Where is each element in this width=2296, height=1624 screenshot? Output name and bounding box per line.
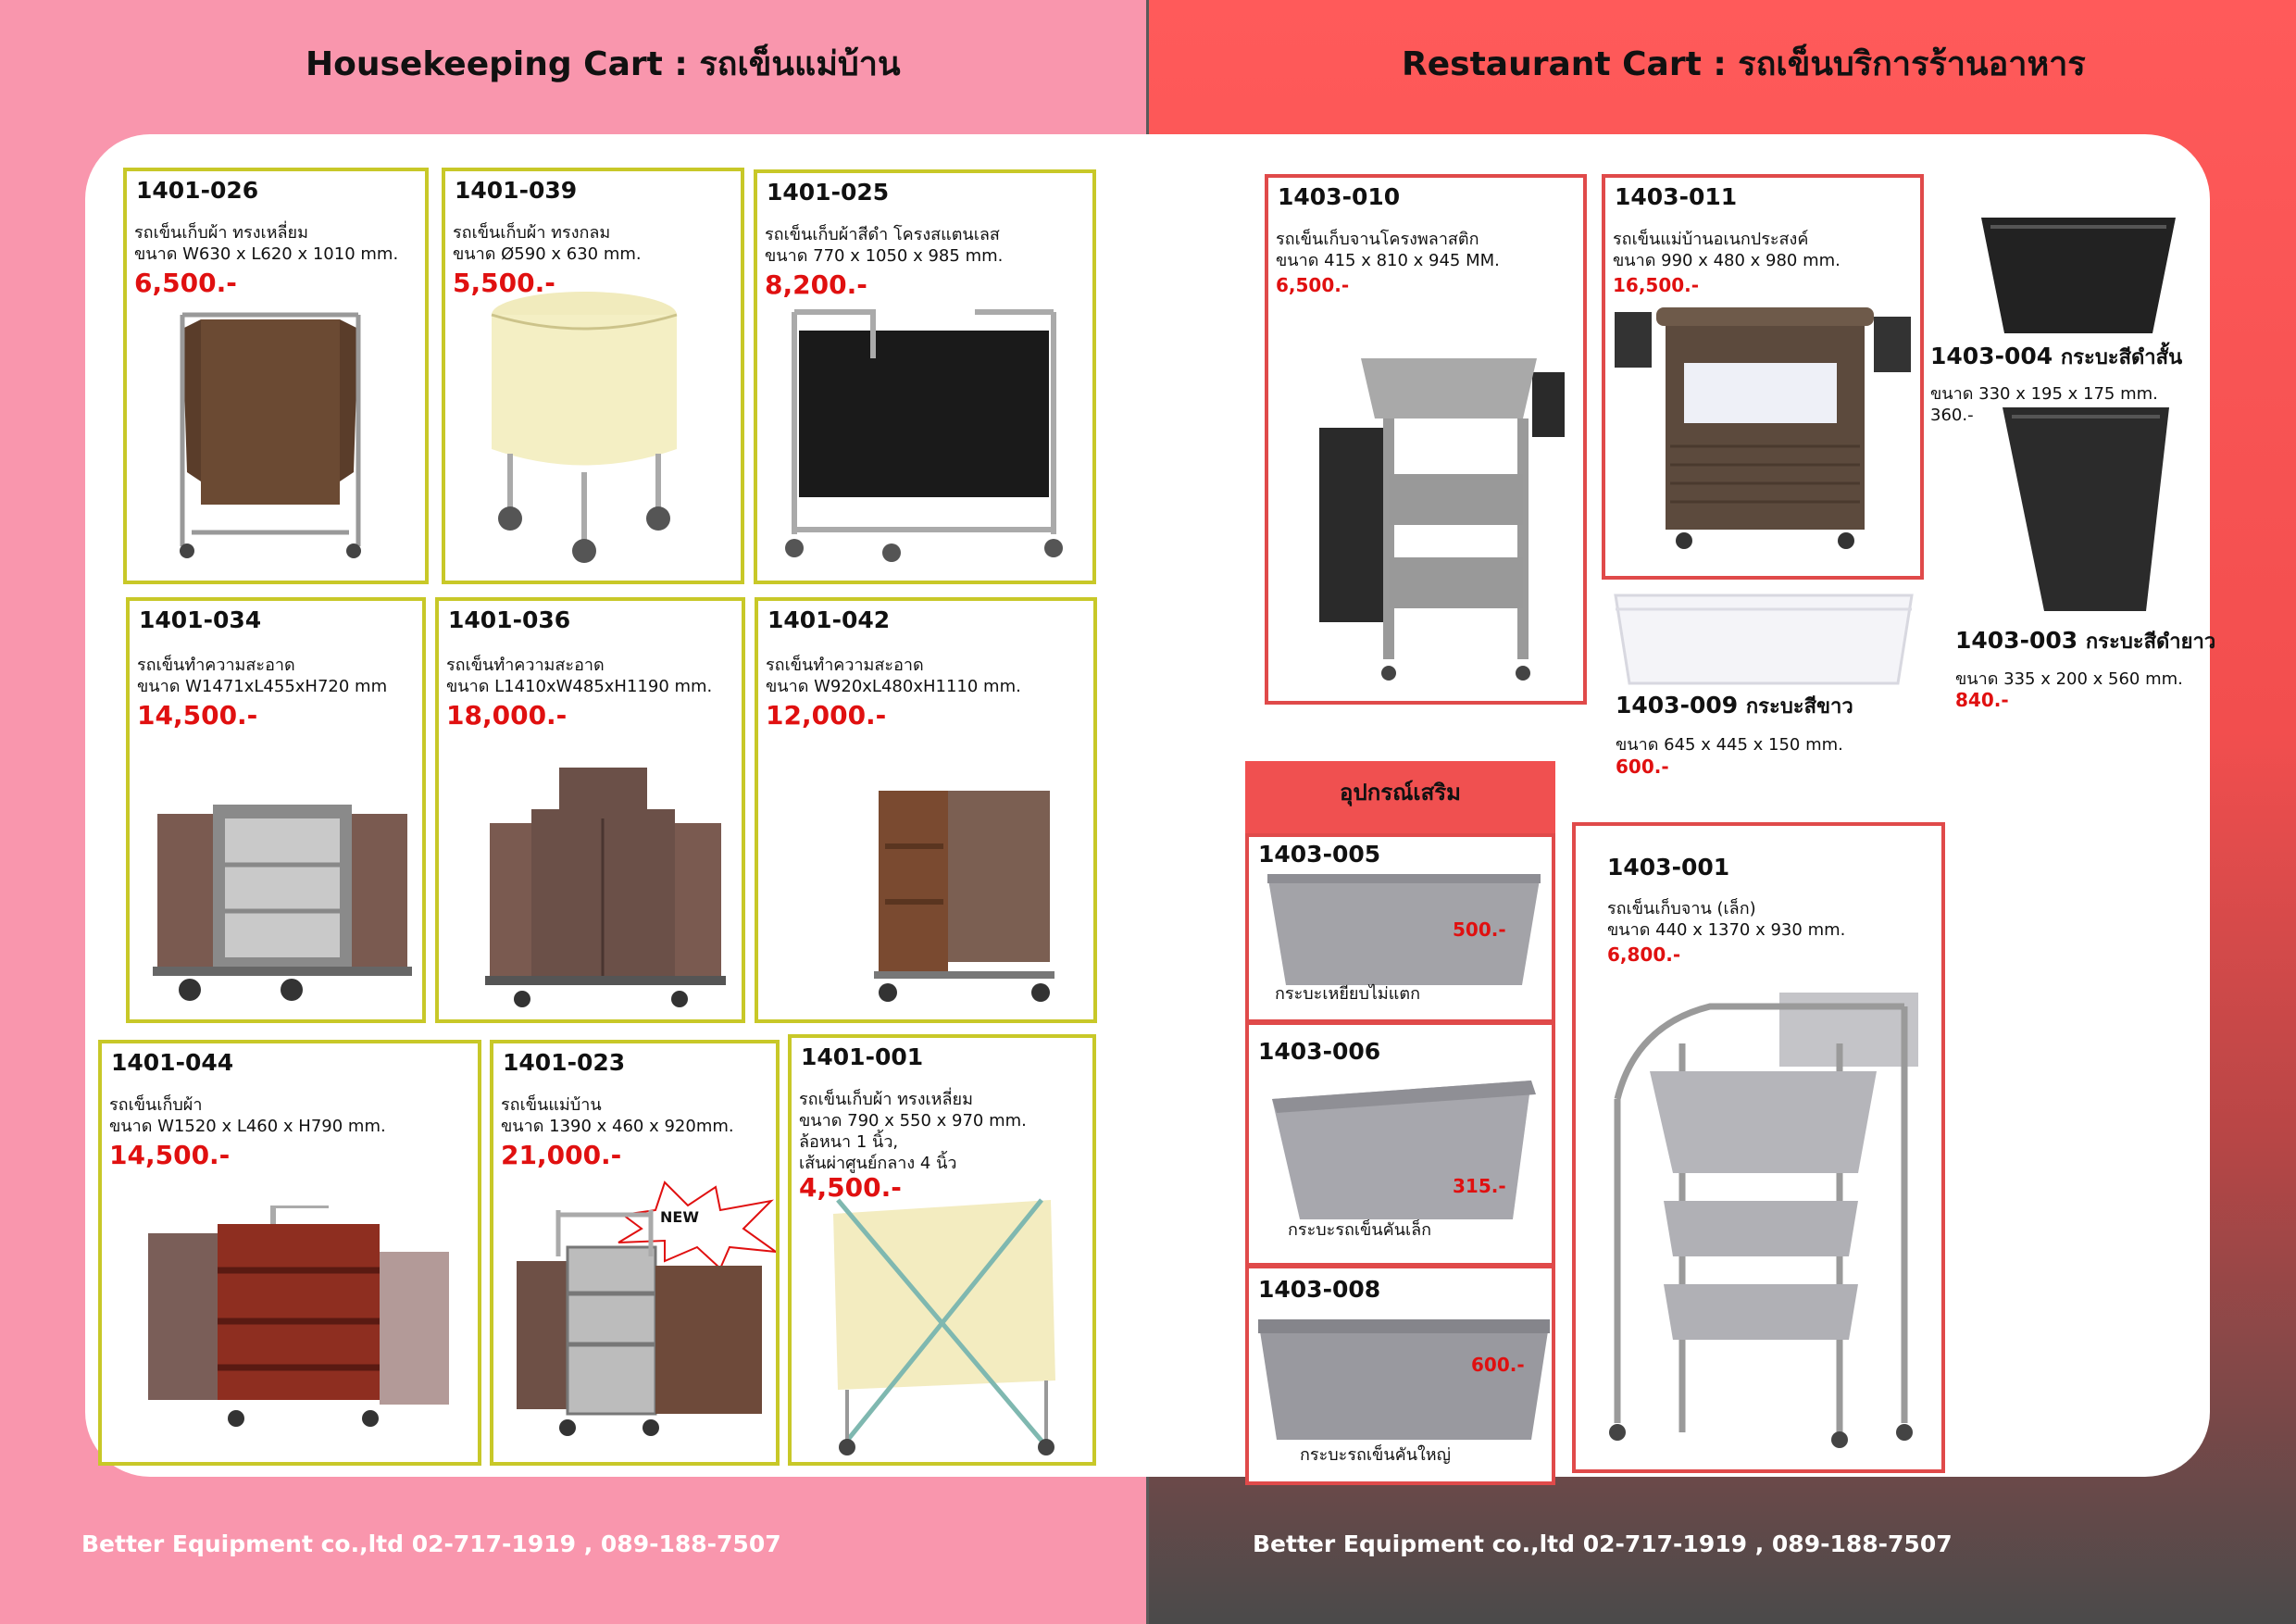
- product-code: 1401-036: [448, 606, 571, 633]
- product-name: รถเข็นทำความสะอาด: [137, 656, 295, 675]
- product-code: 1403-011: [1615, 183, 1738, 210]
- product-name: รถเข็นเก็บผ้าสีดำ โครงสแตนเลส: [765, 225, 1000, 244]
- product-size: ขนาด 1390 x 460 x 920mm.: [501, 1117, 734, 1136]
- product-wheel-diameter: เส้นผ่าศูนย์กลาง 4 นิ้ว: [799, 1154, 957, 1173]
- accessories-title: อุปกรณ์เสริม: [1340, 780, 1461, 806]
- product-size: ขนาด W1471xL455xH720 mm: [137, 677, 388, 696]
- product-1403-004-price: 360.-: [1930, 406, 1974, 425]
- product-name: รถเข็นเก็บผ้า ทรงเหลี่ยม: [799, 1090, 973, 1109]
- product-size: ขนาด W630 x L620 x 1010 mm.: [134, 244, 399, 264]
- product-name: รถเข็นเก็บผ้า ทรงเหลี่ยม: [134, 223, 308, 243]
- product-card-1403-010[interactable]: [1265, 174, 1587, 705]
- product-code: 1403-003: [1955, 627, 2086, 654]
- product-price: 14,500.-: [109, 1140, 231, 1170]
- product-code: 1403-006: [1258, 1038, 1381, 1065]
- accessory-label: กระบะรถเข็นคันใหญ่: [1300, 1445, 1451, 1465]
- product-name: รถเข็นทำความสะอาด: [446, 656, 605, 675]
- product-name: รถเข็นทำความสะอาด: [766, 656, 924, 675]
- product-price: 315.-: [1453, 1175, 1506, 1197]
- product-size: ขนาด 415 x 810 x 945 MM.: [1276, 251, 1500, 270]
- product-1403-004-size: ขนาด 330 x 195 x 175 mm.: [1930, 384, 2158, 404]
- product-price: 6,500.-: [1276, 274, 1350, 296]
- product-price: 5,500.-: [453, 268, 555, 298]
- laundry-cart-square-image: [173, 296, 368, 565]
- product-size: ขนาด Ø590 x 630 mm.: [453, 244, 642, 264]
- product-card-1401-026[interactable]: [123, 168, 429, 584]
- header-en: Housekeeping Cart :: [306, 45, 700, 83]
- product-1403-009-price: 600.-: [1616, 756, 1669, 778]
- product-size: ขนาด W1520 x L460 x H790 mm.: [109, 1117, 386, 1136]
- product-size: ขนาด W920xL480xH1110 mm.: [766, 677, 1021, 696]
- accessory-label: กระบะเหยียบไม่แตก: [1275, 984, 1420, 1004]
- product-name: รถเข็นแม่บ้านอเนกประสงค์: [1613, 230, 1809, 249]
- product-card-1403-011[interactable]: [1602, 174, 1924, 580]
- product-name: รถเข็นเก็บจานโครงพลาสติก: [1276, 230, 1479, 249]
- left-footer-contact: Better Equipment co.,ltd 02-717-1919 , 089-188-7507: [81, 1530, 781, 1557]
- accessories-header: [1245, 761, 1555, 837]
- product-1403-009-size: ขนาด 645 x 445 x 150 mm.: [1616, 735, 1843, 755]
- restaurant-header: [1402, 37, 2086, 90]
- product-name: กระบะสีดำยาว: [2085, 631, 2216, 654]
- product-code: 1401-044: [111, 1049, 234, 1076]
- bussing-cart-stainless-image: [1599, 988, 1932, 1451]
- multipurpose-service-cart-image: [1610, 298, 1920, 567]
- product-name: กระบะสีขาว: [1745, 695, 1853, 718]
- product-code: 1403-009: [1616, 692, 1746, 718]
- product-name: กระบะสีดำสั้น: [2060, 346, 2183, 369]
- product-card-1401-025[interactable]: [754, 169, 1096, 584]
- laundry-cart-black-image: [780, 303, 1067, 571]
- new-badge-label: NEW: [660, 1208, 699, 1226]
- product-wheel-note: ล้อหนา 1 นิ้ว,: [799, 1132, 899, 1152]
- product-card-1401-039[interactable]: [442, 168, 744, 584]
- accessory-card-1403-005[interactable]: [1245, 833, 1555, 1023]
- product-price: 600.-: [1471, 1354, 1525, 1376]
- cleaning-cart-image: [153, 805, 412, 1004]
- product-price: 12,000.-: [766, 700, 887, 731]
- product-code: 1401-001: [801, 1043, 924, 1070]
- product-size: ขนาด 990 x 480 x 980 mm.: [1613, 251, 1841, 270]
- product-code: 1403-008: [1258, 1276, 1381, 1303]
- product-size: ขนาด 770 x 1050 x 985 mm.: [765, 246, 1004, 266]
- gray-bin-small-image: [1263, 1071, 1545, 1229]
- product-price: 21,000.-: [501, 1140, 622, 1170]
- laundry-cart-folding-image: [829, 1195, 1060, 1464]
- accessory-card-1403-008[interactable]: [1245, 1265, 1555, 1485]
- product-code: 1403-004: [1930, 343, 2061, 369]
- product-1403-003-title: [1955, 625, 2215, 657]
- product-card-1403-001[interactable]: [1572, 822, 1945, 1473]
- header-en: Restaurant Cart :: [1402, 45, 1739, 83]
- product-code: 1401-034: [139, 606, 262, 633]
- product-code: 1403-010: [1278, 183, 1401, 210]
- product-code: 1401-042: [767, 606, 891, 633]
- header-th: รถเข็นแม่บ้าน: [699, 45, 901, 83]
- product-card-1401-023[interactable]: [490, 1040, 780, 1466]
- product-size: ขนาด 440 x 1370 x 930 mm.: [1607, 920, 1846, 940]
- product-name: รถเข็นเก็บผ้า: [109, 1095, 203, 1115]
- product-code: 1403-005: [1258, 841, 1381, 868]
- product-1403-003-size: ขนาด 335 x 200 x 560 mm.: [1955, 669, 2183, 689]
- product-price: 14,500.-: [137, 700, 258, 731]
- product-1403-009-title: [1616, 690, 1853, 722]
- product-size: ขนาด 790 x 550 x 970 mm.: [799, 1111, 1027, 1131]
- product-name: รถเข็นเก็บจาน (เล็ก): [1607, 899, 1756, 918]
- cleaning-cart-closed-image: [485, 768, 726, 1008]
- black-long-bin-image: [1998, 403, 2174, 616]
- product-card-1401-042[interactable]: [755, 597, 1097, 1023]
- product-card-1401-001[interactable]: [788, 1034, 1096, 1466]
- product-price: 4,500.-: [799, 1172, 902, 1203]
- laundry-cart-round-image: [482, 287, 714, 574]
- accessory-label: กระบะรถเข็นคันเล็ก: [1288, 1220, 1432, 1240]
- accessory-card-1403-006[interactable]: [1245, 1021, 1555, 1267]
- product-card-1401-044[interactable]: [98, 1040, 481, 1466]
- housekeeping-header: [306, 37, 901, 90]
- product-price: 6,500.-: [134, 268, 237, 298]
- product-code: 1401-025: [767, 179, 890, 206]
- linen-cart-image: [144, 1206, 458, 1437]
- product-code: 1401-039: [455, 177, 578, 204]
- bussing-cart-plastic-image: [1301, 317, 1578, 687]
- product-1403-004-title: [1930, 341, 2182, 373]
- product-name: รถเข็นเก็บผ้า ทรงกลม: [453, 223, 611, 243]
- product-name: รถเข็นแม่บ้าน: [501, 1095, 602, 1115]
- product-code: 1401-023: [503, 1049, 626, 1076]
- product-card-1401-036[interactable]: [435, 597, 745, 1023]
- white-bin-image: [1611, 591, 1916, 688]
- housekeeping-cart-image: [512, 1210, 771, 1446]
- product-price: 500.-: [1453, 918, 1506, 941]
- product-price: 6,800.-: [1607, 943, 1681, 966]
- right-footer-contact: Better Equipment co.,ltd 02-717-1919 , 089-188-7507: [1253, 1530, 1953, 1557]
- product-price: 16,500.-: [1613, 274, 1700, 296]
- product-1403-003-price: 840.-: [1955, 689, 2009, 711]
- product-size: ขนาด L1410xW485xH1190 mm.: [446, 677, 713, 696]
- header-th: รถเข็นบริการร้านอาหาร: [1738, 45, 2086, 83]
- product-price: 18,000.-: [446, 700, 568, 731]
- cleaning-cart-brown-image: [874, 781, 1059, 1008]
- black-short-bin-image: [1977, 213, 2180, 338]
- product-code: 1403-001: [1607, 854, 1730, 881]
- product-price: 8,200.-: [765, 269, 867, 300]
- product-code: 1401-026: [136, 177, 259, 204]
- product-card-1401-034[interactable]: [126, 597, 426, 1023]
